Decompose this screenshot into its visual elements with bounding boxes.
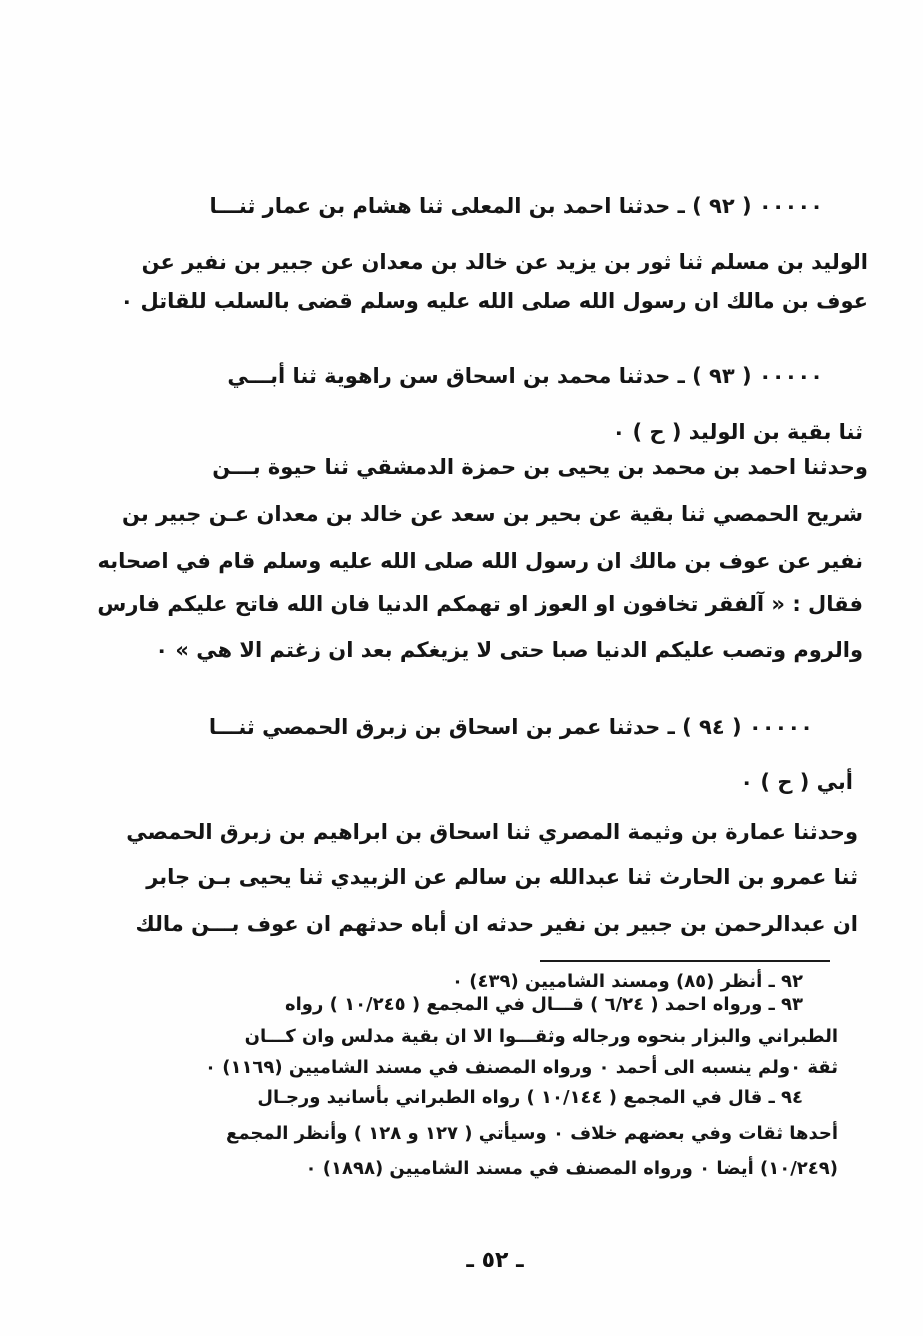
footnote-line: الطبراني والبزار بنحوه ورجاله وثقـــوا الا ان بقية مدلس وان كـــان (244, 1026, 838, 1047)
body-line: وحدثنا احمد بن محمد بن يحيى بن حمزة الدمشقي ثنا حيوة بـــن (212, 455, 868, 479)
body-line: ٠٠٠٠٠ ( ٩٤ ) ـ حدثنا عمر بن اسحاق بن زبرق الحمصي ثنـــا (208, 715, 813, 739)
body-line: وحدثنا عمارة بن وثيمة المصري ثنا اسحاق بن ابراهيم بن زبرق الحمصي (126, 820, 858, 844)
footnote-line: ٩٤ ـ قال في المجمع ( ١٠/١٤٤ ) رواه الطبراني بأسانيد ورجـال (257, 1087, 803, 1108)
body-line: أبي ( ح ) ٠ (740, 770, 853, 794)
footnote-line: ٩٢ ـ أنظر (٨٥) ومسند الشاميين (٤٣٩) ٠ (452, 971, 803, 992)
body-line: شريح الحمصي ثنا بقية عن بحير بن سعد عن خالد بن معدان عـن جبير بن (121, 502, 863, 526)
body-line: ٠٠٠٠٠ ( ٩٢ ) ـ حدثنا احمد بن المعلى ثنا هشام بن عمار ثنـــا (209, 194, 823, 218)
footnote-line: ٩٣ ـ ورواه احمد ( ٦/٢٤ ) قـــال في المجمع ( ١٠/٢٤٥ ) رواه (284, 994, 803, 1015)
footnote-line: ثقة ٠ولم ينسبه الى أحمد ٠ ورواه المصنف في مسند الشاميين (١١٦٩) ٠ (204, 1057, 838, 1078)
body-line: ثنا بقية بن الوليد ( ح ) ٠ (612, 420, 863, 444)
body-line: ٠٠٠٠٠ ( ٩٣ ) ـ حدثنا محمد بن اسحاق سن راهوية ثنا أبـــي (227, 364, 823, 388)
page-number: ـ ٥٢ ـ (466, 1248, 524, 1273)
footnote-separator (540, 960, 830, 962)
body-line: ثنا عمرو بن الحارث ثنا عبدالله بن سالم عن الزبيدي ثنا يحيى بـن جابر (146, 865, 858, 889)
body-line: الوليد بن مسلم ثنا ثور بن يزيد عن خالد بن معدان عن جبير بن نفير عن (141, 250, 868, 274)
footnote-line: أحدها ثقات وفي بعضهم خلاف ٠ وسيأتي ( ١٢٧ و ١٢٨ ) وأنظر المجمع (226, 1123, 838, 1144)
footnote-line: (١٠/٢٤٩) أيضا ٠ ورواه المصنف في مسند الشاميين (١٨٩٨) ٠ (305, 1158, 838, 1179)
body-line: عوف بن مالك ان رسول الله صلى الله عليه وسلم قضى بالسلب للقاتل ٠ (120, 289, 868, 313)
body-line: فقال : « آلفقر تخافون او العوز او تهمكم الدنيا فان الله فاتح عليكم فارس (97, 592, 863, 616)
body-line: ان عبدالرحمن بن جبير بن نفير حدثه ان أباه حدثهم ان عوف بـــن مالك (135, 912, 858, 936)
body-line: والروم وتصب عليكم الدنيا صبا حتى لا يزيغكم بعد ان زغتم الا هي » ٠ (155, 638, 863, 662)
body-line: نفير عن عوف بن مالك ان رسول الله صلى الله عليه وسلم قام في اصحابه (97, 549, 863, 573)
